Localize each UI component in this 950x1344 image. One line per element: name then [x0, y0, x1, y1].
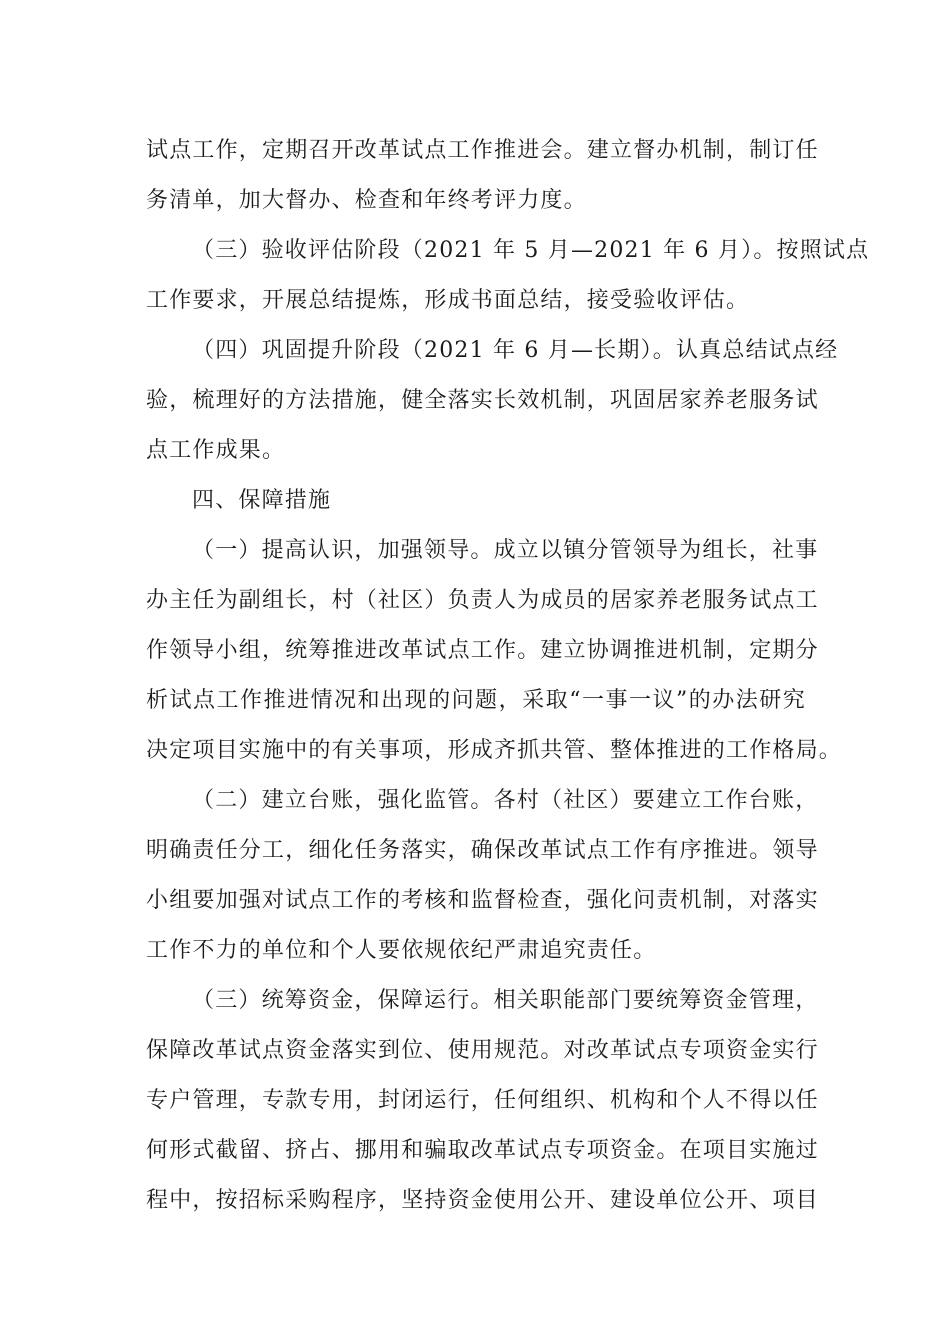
text-line: 工作要求，开展总结提炼，形成书面总结，接受验收评估。: [146, 288, 750, 313]
text-line: 析试点工作推进情况和出现的问题，采取“一事一议”的办法研究: [146, 688, 806, 713]
text-line: 保障改革试点资金落实到位、使用规范。对改革试点专项资金实行: [146, 1038, 819, 1063]
text-line: （三）验收评估阶段（2021 年 5 月—2021 年 6 月）。按照试点: [192, 238, 870, 263]
text-line: 专户管理，专款专用，封闭运行，任何组织、机构和个人不得以任: [146, 1088, 819, 1113]
text-line: （一）提高认识，加强领导。成立以镇分管领导为组长，社事: [192, 538, 819, 563]
text-line: 验，梳理好的方法措施，健全落实长效机制，巩固居家养老服务试: [146, 388, 819, 413]
text-line: 点工作成果。: [146, 438, 286, 463]
text-line: 何形式截留、挤占、挪用和骗取改革试点专项资金。在项目实施过: [146, 1138, 819, 1163]
text-line: （三）统筹资金，保障运行。相关职能部门要统筹资金管理，: [192, 988, 819, 1013]
text-line: 程中，按招标采购程序，坚持资金使用公开、建设单位公开、项目: [146, 1188, 819, 1213]
text-line: 试点工作，定期召开改革试点工作推进会。建立督办机制，制订任: [146, 138, 819, 163]
text-line: 决定项目实施中的有关事项，形成齐抓共管、整体推进的工作格局。: [146, 738, 843, 763]
section-heading: 四、保障措施: [192, 488, 332, 513]
text-line: 作领导小组，统筹推进改革试点工作。建立协调推进机制，定期分: [146, 638, 819, 663]
text-line: （四）巩固提升阶段（2021 年 6 月—长期）。认真总结试点经: [192, 338, 839, 363]
text-line: 办主任为副组长，村（社区）负责人为成员的居家养老服务试点工: [146, 588, 819, 613]
text-line: 务清单，加大督办、检查和年终考评力度。: [146, 188, 587, 213]
text-line: 明确责任分工，细化任务落实，确保改革试点工作有序推进。领导: [146, 838, 819, 863]
text-line: （二）建立台账，强化监管。各村（社区）要建立工作台账，: [192, 788, 819, 813]
text-line: 小组要加强对试点工作的考核和监督检查，强化问责机制，对落实: [146, 888, 819, 913]
text-line: 工作不力的单位和个人要依规依纪严肃追究责任。: [146, 938, 657, 963]
